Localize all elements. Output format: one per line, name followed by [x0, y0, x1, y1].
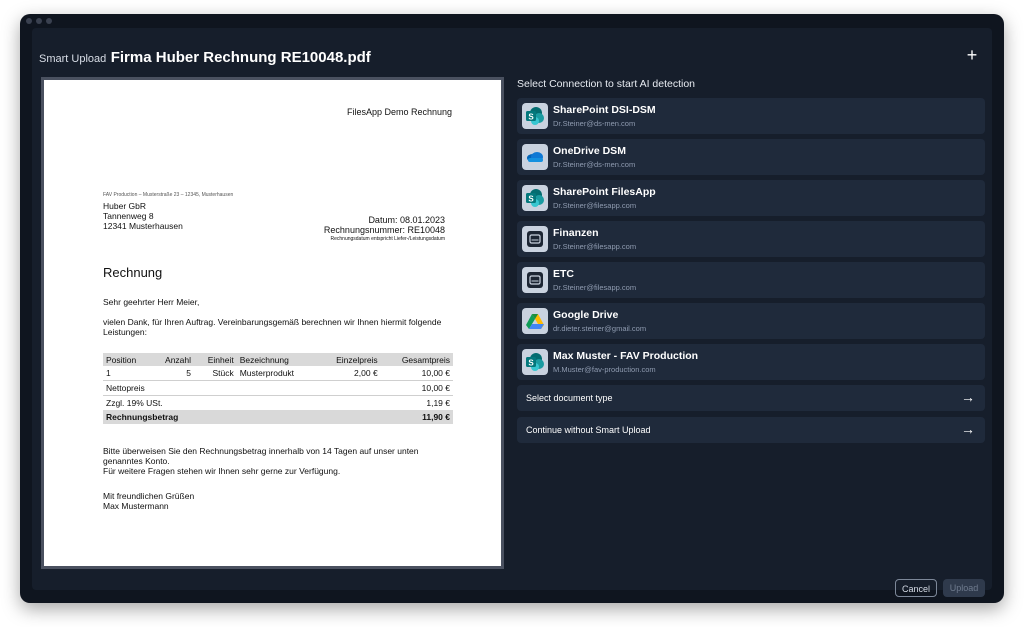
vat-row: Zzgl. 19% USt. 1,19 €: [103, 396, 453, 411]
connection-item[interactable]: S Max Muster - FAV Production M.Muster@fav-production.com: [517, 344, 985, 380]
svg-text:S: S: [528, 358, 534, 368]
connection-item[interactable]: ETC Dr.Steiner@filesapp.com: [517, 262, 985, 298]
total-row: Rechnungsbetrag 11,90 €: [103, 410, 453, 424]
net-row: Nettopreis 10,00 €: [103, 381, 453, 396]
google-drive-icon: [522, 308, 548, 334]
doc-sender-line: FAV Production – Musterstraße 23 – 12345, Musterhausen: [103, 192, 234, 198]
title-bar: [20, 14, 1004, 28]
svg-text:S: S: [528, 112, 534, 122]
connection-item[interactable]: OneDrive DSM Dr.Steiner@ds-men.com: [517, 139, 985, 175]
doc-recipient: Huber GbR Tannenweg 8 12341 Musterhausen: [103, 201, 183, 231]
arrow-right-icon: →: [961, 421, 975, 437]
invoice-page: [44, 80, 501, 566]
hard-drive-icon: [522, 226, 548, 252]
doc-heading: Rechnung: [103, 265, 163, 280]
modal-file-name: Firma Huber Rechnung RE10048.pdf: [110, 49, 371, 66]
smart-upload-modal: [32, 28, 992, 594]
sharepoint-icon: [522, 185, 548, 211]
svg-text:S: S: [528, 194, 534, 204]
doc-date-note: Rechnungsdatum entspricht Liefer-/Leistungsdatum: [330, 236, 445, 242]
window-close-dot[interactable]: [26, 18, 32, 24]
app-window: [20, 14, 1004, 603]
invoice-table: [103, 353, 453, 424]
sharepoint-icon: [522, 349, 548, 375]
cancel-button[interactable]: Cancel: [895, 579, 937, 597]
doc-signoff: Mit freundlichen Grüßen Max Mustermann: [103, 491, 195, 511]
window-minimize-dot[interactable]: [36, 18, 42, 24]
modal-title-prefix: Smart Upload: [39, 53, 107, 65]
doc-greeting: Sehr geehrter Herr Meier,: [103, 297, 200, 307]
connection-item[interactable]: Finanzen Dr.Steiner@filesapp.com: [517, 221, 985, 257]
doc-intro: vielen Dank, für Ihren Auftrag. Vereinbarungsgemäß berechnen wir Ihnen hiermit folgende Leistungen:: [103, 317, 442, 337]
plus-icon[interactable]: +: [966, 45, 978, 65]
document-preview: [41, 77, 504, 569]
upload-button[interactable]: Upload: [943, 579, 985, 597]
window-zoom-dot[interactable]: [46, 18, 52, 24]
doc-invoice-number: Rechnungsnummer: RE10048: [323, 225, 445, 235]
continue-without-smart-upload-button[interactable]: Continue without Smart Upload →: [517, 417, 985, 443]
onedrive-icon: [522, 144, 548, 170]
hard-drive-icon: [522, 267, 548, 293]
select-document-type-button[interactable]: Select document type →: [517, 385, 985, 411]
connection-item[interactable]: S SharePoint DSI-DSM Dr.Steiner@ds-men.com: [517, 98, 985, 134]
doc-closing: Bitte überweisen Sie den Rechnungsbetrag innerhalb von 14 Tagen auf unser unten genanntes Konto. Für weitere Fragen stehen wir Ihnen sehr gerne zur Verfügung.: [103, 446, 419, 476]
table-header-row: Position Anzahl Einheit Bezeichnung Einzelpreis Gesamtpreis: [103, 353, 453, 366]
doc-header: FilesApp Demo Rechnung: [347, 107, 453, 117]
connection-item[interactable]: S SharePoint FilesApp Dr.Steiner@filesapp.com: [517, 180, 985, 216]
arrow-right-icon: →: [961, 389, 975, 405]
connections-title: Select Connection to start AI detection: [517, 78, 696, 90]
table-row: 1 5 Stück Musterprodukt 2,00 € 10,00 €: [106, 368, 450, 378]
modal-title: [39, 49, 371, 67]
connection-item[interactable]: Google Drive dr.dieter.steiner@gmail.com: [517, 303, 985, 339]
sharepoint-icon: [522, 103, 548, 129]
doc-date: Datum: 08.01.2023: [368, 215, 445, 225]
